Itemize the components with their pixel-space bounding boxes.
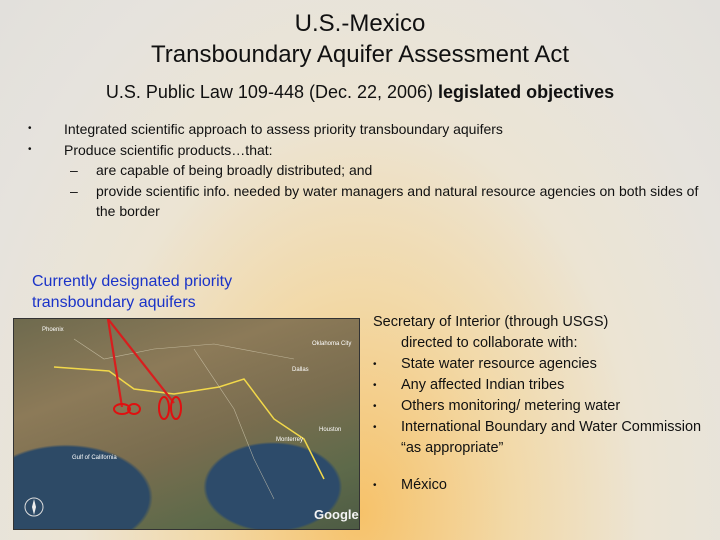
bullet-glyph: • xyxy=(373,422,377,433)
slide-title xyxy=(0,8,720,70)
title-line-2: Transboundary Aquifer Assessment Act xyxy=(151,41,569,68)
dash-glyph: – xyxy=(70,162,78,178)
bullet-text: Produce scientific products…that: xyxy=(64,141,273,158)
aquifer-marker[interactable] xyxy=(171,397,181,419)
collaborators-list xyxy=(373,354,703,496)
collaborator-text: México xyxy=(401,477,447,493)
google-logo: Google xyxy=(314,507,359,522)
road-line xyxy=(194,349,274,499)
sub-bullet-text: are capable of being broadly distributed; and xyxy=(96,162,373,178)
collaborator-text: Others monitoring/ metering water xyxy=(401,398,621,414)
map-label: Gulf of California xyxy=(72,455,117,461)
satellite-map[interactable] xyxy=(13,318,360,530)
list-item xyxy=(28,119,708,140)
list-item xyxy=(373,417,703,459)
sub-list-item xyxy=(28,181,708,222)
sub-bullet-text: provide scientific info. needed by water managers and natural resource agencies on both sides of the border xyxy=(96,182,699,219)
bullet-glyph: • xyxy=(373,480,377,491)
dash-glyph: – xyxy=(70,182,78,199)
aquifer-marker[interactable] xyxy=(159,397,169,419)
bullet-glyph: • xyxy=(373,401,377,412)
secretary-line-1: Secretary of Interior (through USGS) xyxy=(373,314,609,330)
map-caption-line-2: transboundary aquifers xyxy=(32,294,196,311)
list-item xyxy=(373,475,703,496)
bullet-glyph: • xyxy=(28,123,32,134)
road-line xyxy=(74,339,294,359)
list-item xyxy=(373,354,703,375)
bullet-glyph: • xyxy=(373,359,377,370)
list-item xyxy=(28,140,708,161)
map-label: Monterrey xyxy=(276,437,304,443)
pointer-line xyxy=(108,319,122,407)
subtitle-prefix: U.S. Public Law 109-448 (Dec. 22, 2006) xyxy=(105,82,439,102)
map-label: Dallas xyxy=(292,367,309,373)
sub-list-item xyxy=(28,160,708,181)
collaborator-text: International Boundary and Water Commission “as appropriate” xyxy=(401,419,702,456)
title-line-1: U.S.-Mexico xyxy=(294,10,426,37)
secretary-line-2: directed to collaborate with: xyxy=(401,334,578,351)
compass-needle xyxy=(32,499,36,515)
list-item xyxy=(373,375,703,396)
list-item xyxy=(373,396,703,417)
map-label: Phoenix xyxy=(42,327,64,333)
collaborator-text: Any affected Indian tribes xyxy=(401,377,565,393)
bullet-text: Integrated scientific approach to assess priority transboundary aquifers xyxy=(64,121,503,137)
secretary-heading xyxy=(373,312,703,353)
subtitle xyxy=(0,82,720,103)
map-label: Oklahoma City xyxy=(312,341,352,347)
subtitle-bold: legislated objectives xyxy=(438,82,615,102)
map-caption-line-1: Currently designated priority xyxy=(32,273,233,290)
bullet-glyph: • xyxy=(373,380,377,391)
border-line xyxy=(54,367,324,479)
spacer xyxy=(373,459,703,475)
objectives-list xyxy=(28,119,708,222)
collaborator-text: State water resource agencies xyxy=(401,356,597,372)
bullet-glyph: • xyxy=(28,143,32,155)
map-caption xyxy=(32,271,232,313)
map-label: Houston xyxy=(319,427,342,433)
map-overlay xyxy=(14,319,359,529)
